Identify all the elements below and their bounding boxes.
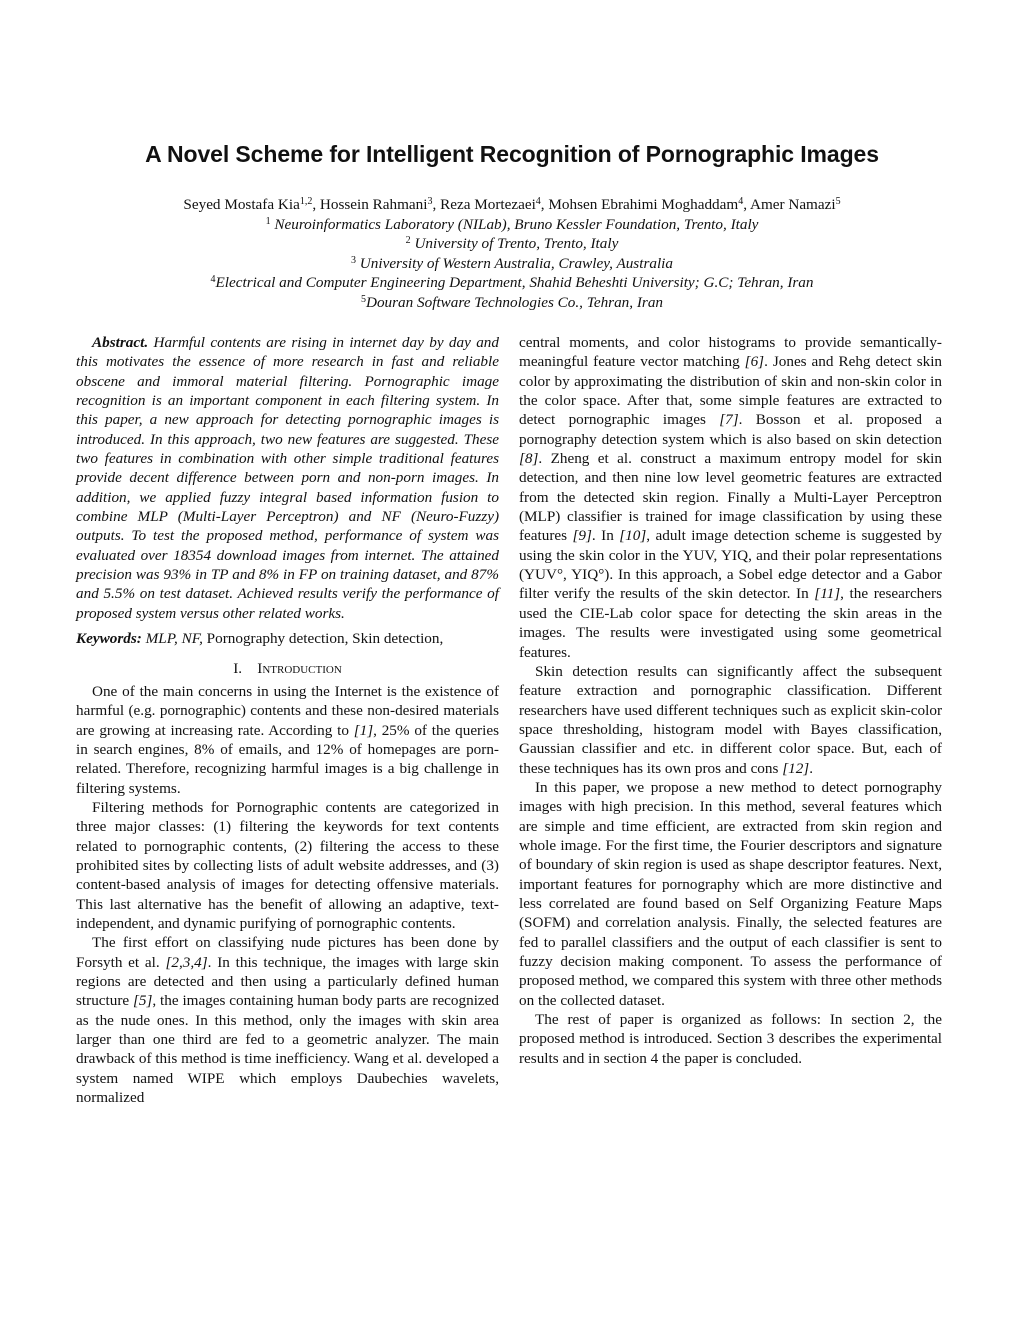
paper-title: A Novel Scheme for Intelligent Recognition of Pornographic Images xyxy=(145,141,879,167)
paragraph xyxy=(519,333,942,662)
affiliation-text: Neuroinformatics Laboratory (NILab), Bruno Kessler Foundation, Trento, Italy xyxy=(270,215,759,233)
paragraph xyxy=(76,682,499,798)
affiliation-text: Douran Software Technologies Co., Tehran, Iran xyxy=(365,293,664,311)
text-run: One of the main concerns in using the Internet is the existence of harmful (e.g. pornographic) contents and these non-desired materials are growing at increasing rate. According to xyxy=(76,682,499,739)
abstract-text: Harmful contents are rising in internet day by day and this motivates the essence of more research in fast and reliable obscene and immoral material filtering. Pornographic image recognition is an important component in each filtering system. In this paper, a new approach for detecting pornographic images is introduced. In this approach, two new features are suggested. These two features in combination with other simple traditional features provide decent difference between porn and non-porn images. In addition, we applied fuzzy integral based information fusion to combine MLP (Multi-Layer Perceptron) and NF (Neuro-Fuzzy) outputs. To test the proposed method, performance of system was evaluated over 18354 download images from internet. The attained precision was 93% in TP and 8% in FP on training dataset, and 87% and 5.5% on test dataset. Achieved results verify the performance of proposed system versus other related works. xyxy=(76,334,499,622)
keywords-rest: Pornography detection, Skin detection, xyxy=(202,630,444,648)
affiliation-sup: 4 xyxy=(210,274,216,285)
text-run: . In this technique, the images with large skin regions are detected and then using a particularly defined human structure xyxy=(76,953,499,1010)
author-name: , Mohsen Ebrahimi Moghaddam xyxy=(540,196,739,213)
affiliation xyxy=(60,215,964,235)
affiliation xyxy=(60,273,964,293)
affiliation-sup: 3 xyxy=(351,254,356,266)
affiliation-text: Electrical and Computer Engineering Department, Shahid Beheshti University; G.C; Tehran, Iran xyxy=(215,274,814,291)
keywords-italic: MLP, NF, xyxy=(141,630,203,648)
abstract xyxy=(76,333,499,623)
keywords xyxy=(76,629,499,648)
author-name: Seyed Mostafa Kia xyxy=(183,196,300,213)
author-affil-sup: 5 xyxy=(835,196,841,207)
affiliation xyxy=(60,234,964,254)
citation: [2,3,4] xyxy=(165,953,208,971)
section-title: Introduction xyxy=(257,659,342,677)
author-name: , Amer Namazi xyxy=(743,196,836,213)
author-list xyxy=(60,195,964,215)
paragraph xyxy=(76,933,499,1107)
affiliation-sup: 2 xyxy=(405,235,411,246)
paragraph: Filtering methods for Pornographic contents are categorized in three major classes: (1) filtering the keywords for text contents related to pornographic contents, (2) filtering the access to these prohibited sites by collecting lists of adult website addresses, and (3) content-based analysis of images for detecting offensive materials. This last alternative has the benefit of allowing an adaptive, text-independent, and dynamic purifying of pornographic contents. xyxy=(76,798,499,932)
affiliation-text: University of Trento, Trento, Italy xyxy=(410,235,619,252)
text-run: . Zheng et al. construct a maximum entropy model for skin detection, and then nine low level geometric features are extracted from the detected skin region. Finally a Multi-Layer Perceptron (MLP) classifier is trained for image classification by using these features xyxy=(519,450,942,545)
text-run: , the images containing human body parts are recognized as the nude ones. In this method, only the images with skin area larger than one third are fed to a geometric analyzer. The main drawback of this method is time inefficiency. Wang et al. developed a system named WIPE which employs Daubechies wavelets, normalized xyxy=(76,992,499,1107)
left-column xyxy=(76,333,499,1107)
text-run: , the researchers used the CIE-Lab color space for detecting the skin areas in the images. The results were investigated using some geometrical features. xyxy=(519,585,942,661)
affiliation-sup: 1 xyxy=(265,215,271,227)
affiliation xyxy=(60,254,964,274)
text-run: . Jones and Rehg detect skin color by approximating the distribution of skin and non-skin color in the color space. After that, some simple features are extracted to detect pornographic images xyxy=(519,353,943,429)
text-run: The first effort on classifying nude pictures has been done by Forsyth et al. xyxy=(76,934,499,971)
text-run: . xyxy=(809,759,814,777)
author-name: , Reza Mortezaei xyxy=(432,196,536,213)
right-column xyxy=(519,333,942,1068)
author-name: , Hossein Rahmani xyxy=(312,196,428,213)
paragraph xyxy=(519,662,942,778)
text-run: Skin detection results can significantly affect the subsequent feature extraction and pornographic classification. Different researchers have used different techniques such as explicit skin-color space thresholding, histogram model with Bayes classification, Gaussian classifier and etc. in different color space. But, each of these techniques has its own pros and cons xyxy=(519,662,942,777)
affiliation xyxy=(60,293,964,313)
citation: [10] xyxy=(619,527,647,545)
text-run: central moments, and color histograms to provide semantically-meaningful feature vector matching xyxy=(519,334,942,371)
text-run: , adult image detection scheme is suggested by using the skin color in the YUV, YIQ, and their polar representations (YUV°, YIQ°). In this approach, a Sobel edge detector and a Gabor filter verify the results of the skin detector. In xyxy=(519,527,942,603)
citation: [11] xyxy=(814,585,841,603)
text-run: , 25% of the queries in search engines, 8% of emails, and 12% of homepages are porn-related. Therefore, recognizing harmful images is a big challenge in filtering systems. xyxy=(76,721,499,797)
section-heading-introduction xyxy=(76,659,499,678)
author-affil-sup: 1,2 xyxy=(299,196,313,207)
paragraph: In this paper, we propose a new method to detect pornography images with high precision. In this method, several features which are simple and time efficient, are extracted from skin region and whole image. For the first time, the Fourier descriptors and signature of boundary of skin region is used as shape descriptor features. Next, important features for pornography which are more distinctive and less correlated are found based on Self Organizing Feature Maps (SOFM) and correlation analysis. Finally, the selected features are fed to parallel classifiers and the output of each classifier is sent to fuzzy decision making component. To assess the performance of proposed method, we compared this system with three other methods on the collected dataset. xyxy=(519,778,942,1009)
abstract-label: Abstract. xyxy=(92,334,149,351)
affiliation-sup: 5 xyxy=(360,293,366,305)
affiliation-text: University of Western Australia, Crawley, Australia xyxy=(356,254,673,272)
author-affil-sup: 4 xyxy=(535,196,541,207)
text-run: . Bosson et al. proposed a pornography detection system which is also based on skin detection xyxy=(519,411,942,448)
author-affil-sup: 3 xyxy=(427,196,433,207)
author-affil-sup: 4 xyxy=(738,196,744,207)
paragraph: The rest of paper is organized as follows: In section 2, the proposed method is introduced. Section 3 describes the experimental results and in section 4 the paper is concluded. xyxy=(519,1011,942,1067)
citation: [8] xyxy=(519,450,539,468)
text-run: . In xyxy=(591,527,620,545)
keywords-label: Keywords: xyxy=(76,630,142,648)
citation: [1] xyxy=(353,721,374,739)
author-block xyxy=(60,195,964,312)
citation: [6] xyxy=(744,353,765,371)
citation: [7] xyxy=(719,411,739,429)
citation: [12] xyxy=(782,759,810,777)
section-number: I. xyxy=(233,659,243,677)
citation: [5] xyxy=(132,992,153,1010)
citation: [9] xyxy=(572,527,592,545)
